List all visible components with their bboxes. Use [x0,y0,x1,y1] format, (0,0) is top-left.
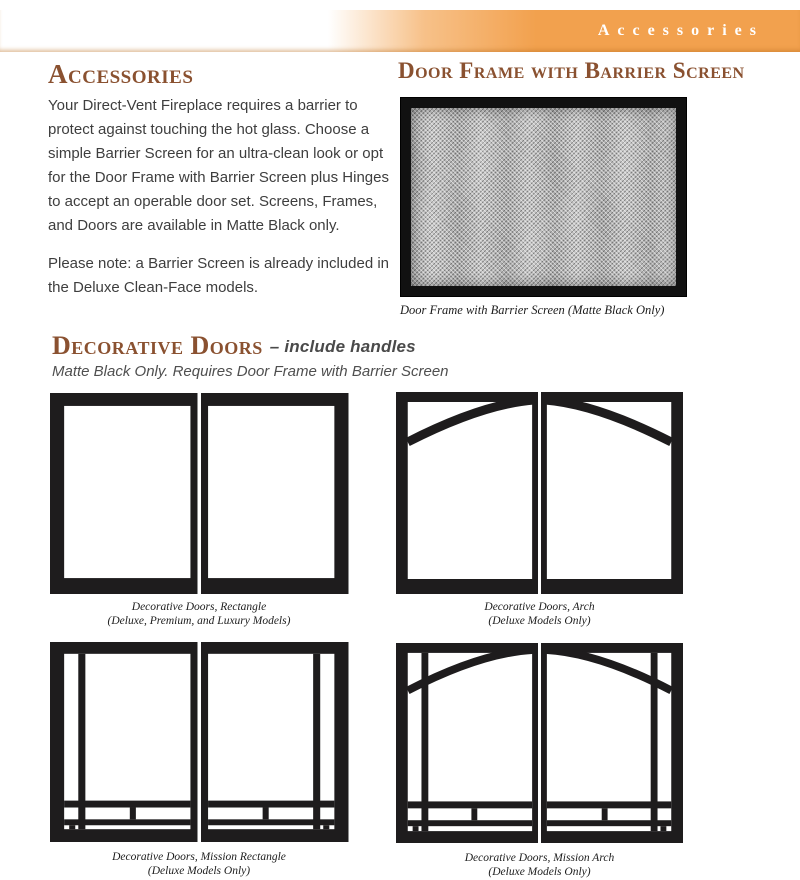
door-panel-right [201,642,349,842]
barrier-screen-caption: Door Frame with Barrier Screen (Matte Black Only) [400,303,665,317]
door-caption-rectangle [50,600,348,628]
caption-line-2: (Deluxe, Premium, and Luxury Models) [107,615,291,627]
accessories-paragraph-1: Your Direct-Vent Fireplace requires a barrier to protect against touching the hot glass. Choose a simple Barrier Screen for an ultra-clean look or opt for the Door Frame with Barrier Screen plus Hinges to accept an operable door set. Screens, Frames, and Doors are available in Matte Black only. [48,97,389,234]
caption-line-2: (Deluxe Models Only) [488,866,591,878]
door-panel-left [50,642,198,842]
caption-line-2: (Deluxe Models Only) [147,865,251,877]
barrier-screen-mesh [411,108,676,286]
door-figure-arch [396,392,683,594]
door-frame-heading: Door Frame with Barrier Screen [398,58,745,83]
door-caption-arch [396,600,683,628]
accessories-paragraph-2: Please note: a Barrier Screen is already included in the Deluxe Clean-Face models. [48,255,390,296]
caption-line-1: Decorative Doors, Mission Rectangle [112,851,286,863]
banner-title: Accessories [597,22,764,39]
door-panel-left [396,392,538,594]
door-caption-mission-arch [396,851,683,879]
caption-line-2: (Deluxe Models Only) [488,615,591,627]
decorative-doors-title: Decorative Doors [52,331,263,360]
page-banner [0,10,800,52]
decorative-doors-heading [52,332,416,359]
door-panel-left [50,393,198,594]
door-panel-left [396,643,538,843]
accessories-heading: Accessories [48,59,194,89]
door-panel-right [541,392,683,594]
caption-line-1: Decorative Doors, Mission Arch [464,852,615,864]
barrier-screen-figure [400,97,687,297]
door-figure-mission-arch [396,643,683,843]
door-figure-mission-rectangle [50,642,348,842]
accessories-body [48,94,396,314]
door-panel-right [541,643,683,843]
door-caption-mission-rectangle [50,850,348,878]
caption-line-1: Decorative Doors, Rectangle [131,601,267,613]
caption-line-1: Decorative Doors, Arch [484,601,595,613]
decorative-doors-suffix: – include handles [269,337,416,356]
decorative-doors-subtitle: Matte Black Only. Requires Door Frame with Barrier Screen [52,363,449,380]
door-panel-right [201,393,349,594]
door-figure-rectangle [50,393,348,594]
